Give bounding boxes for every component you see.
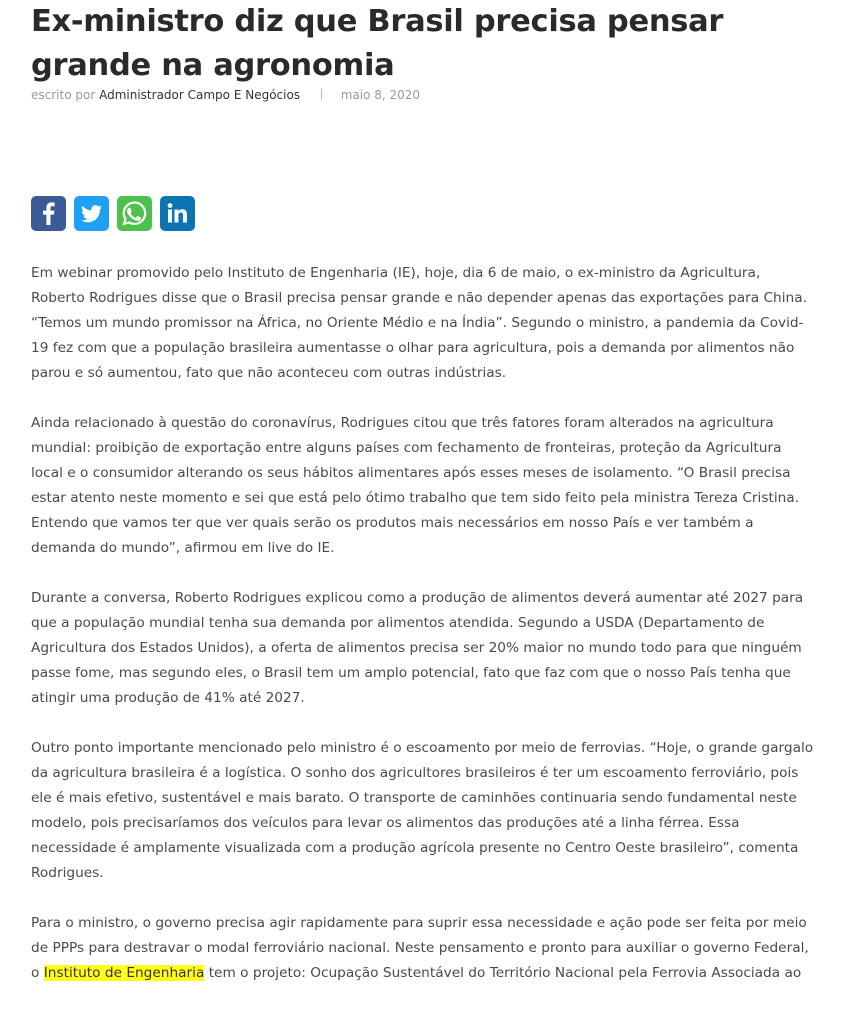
article-title: Ex-ministro diz que Brasil precisa pensar grande na agronomia <box>31 4 724 83</box>
twitter-icon <box>74 196 109 231</box>
article-paragraph: Ainda relacionado à questão do coronavírus, Rodrigues citou que três fatores foram alterados na agricultura mundial: proibição de exportação entre alguns países com fechamento de fronteiras, proteção da Agricultura local e o consumidor alterando os seus hábitos alimentares após esses meses de isolamento. “O Brasil precisa estar atento neste momento e sei que está pelo ótimo trabalho que tem sido feito pela ministra Tereza Cristina. Entendo que vamos ter que ver quais serão os produtos mais necessários em nosso País e ver também a demanda do mundo”, afirmou em live do IE. <box>31 415 800 556</box>
written-by-label: escrito por <box>31 88 96 102</box>
meta-divider <box>321 89 322 100</box>
article-paragraph: Outro ponto importante mencionado pelo ministro é o escoamento por meio de ferrovias. “Hoje, o grande gargalo da agricultura brasileira é a logística. O sonho dos agricultores brasileiros é ter um escoamento ferroviário, pois ele é mais efetivo, sustentável e mais barato. O transporte de caminhões continuaria sendo fundamental neste modelo, pois precisaríamos dos veículos para levar os alimentos das produções até a linha férrea. Essa necessidade é amplamente visualizada com a produção agrícola presente no Centro Oeste brasileiro”, comenta Rodrigues. <box>31 740 814 881</box>
share-whatsapp-button[interactable] <box>117 196 152 231</box>
paragraph-text: tem o projeto: Ocupação Sustentável do Território Nacional pela Ferrovia Associada ao <box>204 965 802 981</box>
paragraph-text: Para o ministro, o governo precisa agir rapidamente para suprir essa necessidade e ação pode ser feita por meio de PPPs para destravar o modal ferroviário nacional. Neste pensamento e pronto para auxiliar o governo Federal, o <box>31 915 809 981</box>
article-paragraph <box>31 911 816 986</box>
share-twitter-button[interactable] <box>74 196 109 231</box>
article-meta <box>31 88 420 102</box>
linkedin-icon <box>160 196 195 231</box>
share-linkedin-button[interactable] <box>160 196 195 231</box>
highlighted-link[interactable]: Instituto de Engenharia <box>43 965 205 981</box>
article-paragraph: Durante a conversa, Roberto Rodrigues explicou como a produção de alimentos deverá aumentar até 2027 para que a população mundial tenha sua demanda por alimentos atendida. Segundo a USDA (Departamento de Agricultura dos Estados Unidos), a oferta de alimentos precisa ser 20% maior no mundo todo para que ninguém passe fome, mas segundo eles, o Brasil tem um amplo potencial, fato que faz com que o nosso País tenha que atingir uma produção de 41% até 2027. <box>31 590 804 706</box>
facebook-icon <box>31 196 66 231</box>
share-facebook-button[interactable] <box>31 196 66 231</box>
whatsapp-icon <box>117 196 152 231</box>
author-link[interactable]: Administrador Campo E Negócios <box>99 88 301 102</box>
publish-date: maio 8, 2020 <box>340 88 421 102</box>
article-paragraph: Em webinar promovido pelo Instituto de Engenharia (IE), hoje, dia 6 de maio, o ex-ministro da Agricultura, Roberto Rodrigues disse que o Brasil precisa pensar grande e não depender apenas das exportações para China. “Temos um mundo promissor na África, no Oriente Médio e na Índia”. Segundo o ministro, a pandemia da Covid-19 fez com que a população brasileira aumentasse o olhar para agricultura, pois a demanda por alimentos não parou e só aumentou, fato que não aconteceu com outras indústrias. <box>31 265 807 381</box>
share-buttons <box>31 196 195 231</box>
article-body <box>31 261 816 1011</box>
